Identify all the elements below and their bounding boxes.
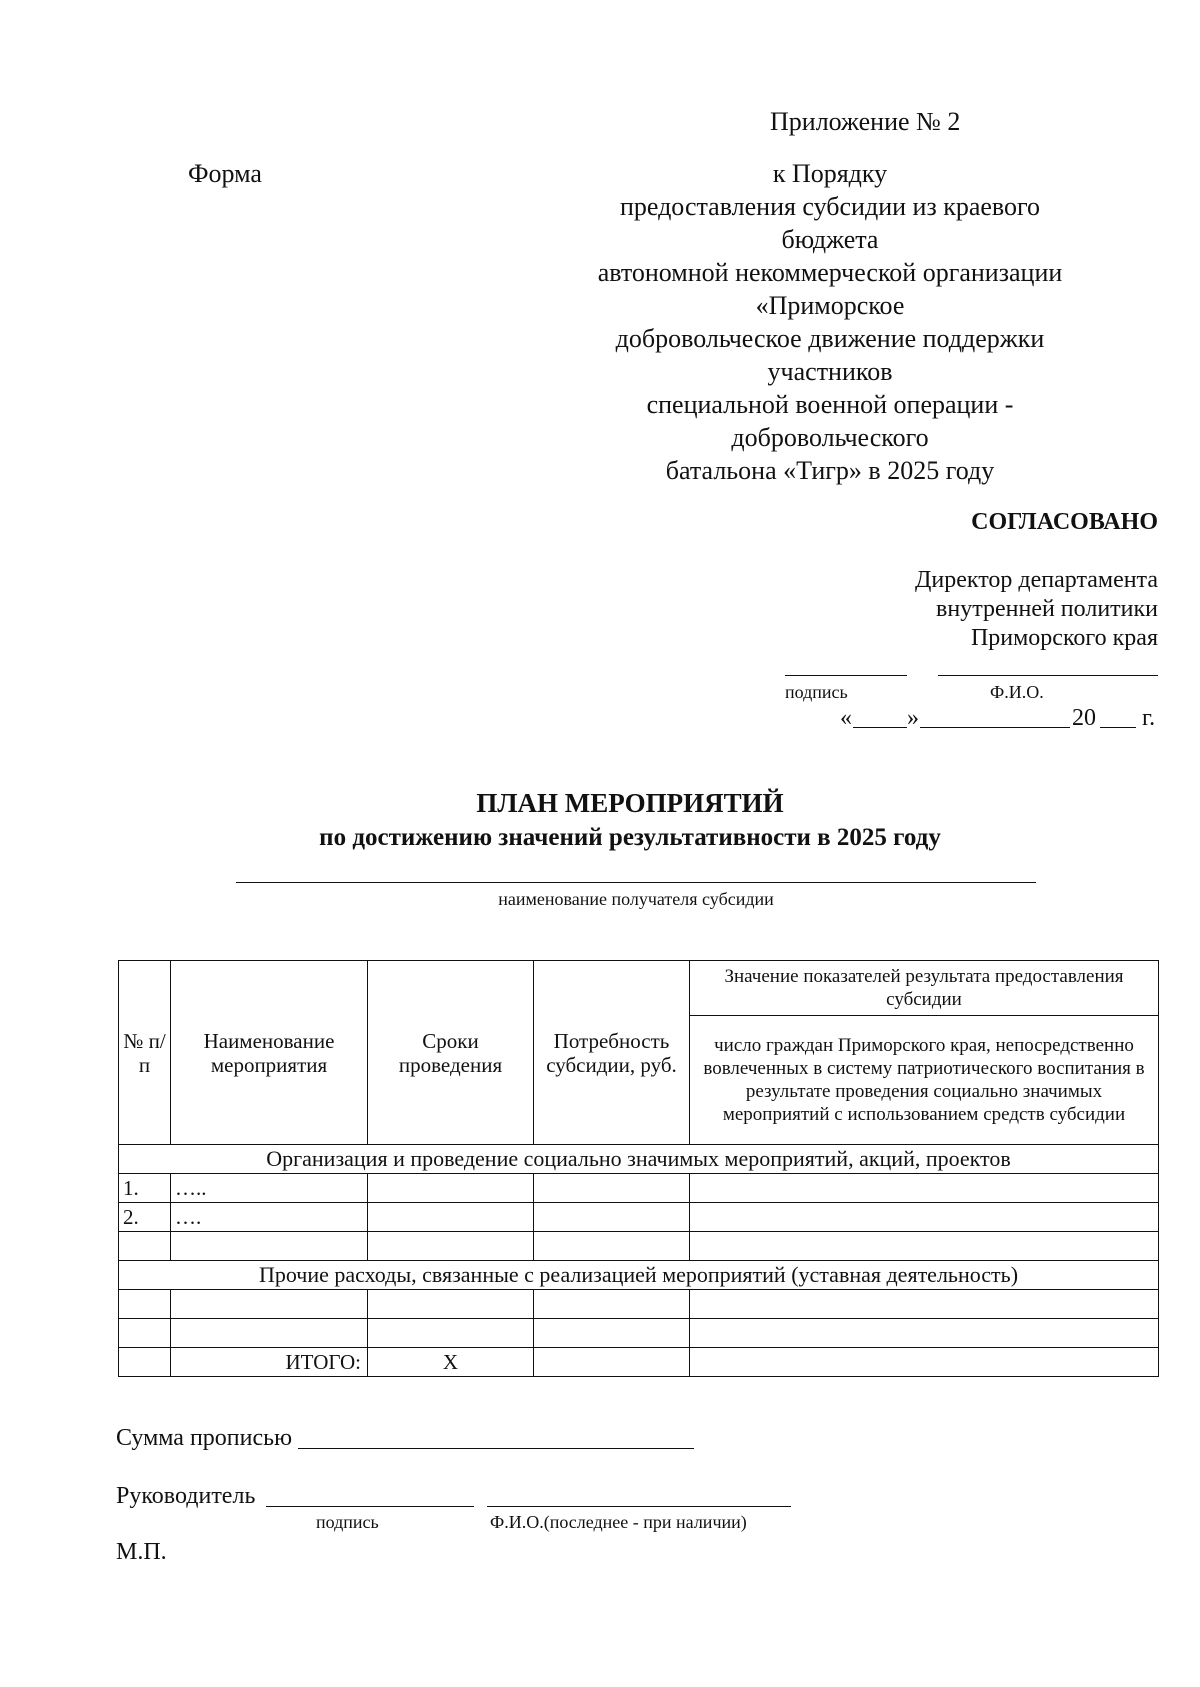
table-row [119,1290,1159,1319]
row-terms [368,1174,534,1203]
row-need [534,1319,690,1348]
row-terms [368,1232,534,1261]
section1-title: Организация и проведение социально значимых мероприятий, акций, проектов [119,1145,1159,1174]
row-name [171,1319,368,1348]
header-indicator: число граждан Приморского края, непосредственно вовлеченных в систему патриотического воспитания в результате проведения социально значимых мероприятий с использованием средств субсидии [690,1016,1159,1145]
total-label: ИТОГО: [171,1348,368,1377]
approval-signature-caption: подпись [785,682,848,702]
header-num: № п/п [119,961,171,1145]
row-terms [368,1290,534,1319]
approval-line: внутренней политики [936,596,1158,622]
appendix-line: добровольческого [731,423,929,452]
header-need: Потребность субсидии, руб. [534,961,690,1145]
sum-label: Сумма прописью [116,1425,293,1451]
row-num [119,1232,171,1261]
date-open-quote: « [840,705,852,731]
row-need [534,1174,690,1203]
date-year-line [1100,727,1136,728]
total-row [119,1348,1159,1377]
header-indicator-group: Значение показателей результата предоставления субсидии [690,961,1159,1016]
approval-line: Приморского края [970,625,1158,651]
row-name: …. [171,1203,368,1232]
appendix-line: бюджета [781,225,879,254]
recipient-line [236,882,1036,883]
row-num [119,1290,171,1319]
row-indicator [690,1203,1159,1232]
appendix-lines [560,157,1100,487]
appendix-line: участников [767,357,893,386]
row-need [534,1290,690,1319]
approval-heading: СОГЛАСОВАНО [971,509,1158,535]
header-name: Наименование мероприятия [171,961,368,1145]
approval-lines [820,566,1158,653]
appendix-line: специальной военной операции - [646,390,1014,419]
form-label: Форма [188,159,262,188]
row-need [534,1203,690,1232]
row-name: ….. [171,1174,368,1203]
appendix-line: предоставления субсидии из краевого [619,192,1041,221]
total-num [119,1348,171,1377]
approval-name-caption: Ф.И.О. [990,682,1044,702]
row-name [171,1290,368,1319]
row-indicator [690,1319,1159,1348]
date-year-suffix: г. [1142,705,1156,731]
date-day-line [853,727,907,728]
head-signature-caption: подпись [316,1512,379,1532]
row-num [119,1319,171,1348]
appendix-line: автономной некоммерческой организации [597,258,1063,287]
row-terms [368,1319,534,1348]
table-row [119,1203,1159,1232]
head-name-caption: Ф.И.О.(последнее - при наличии) [490,1512,747,1532]
appendix-line: к Порядку [772,159,888,188]
recipient-caption: наименование получателя субсидии [498,889,774,909]
section-row [119,1145,1159,1174]
row-name [171,1232,368,1261]
header-row [119,961,1159,1016]
row-num: 2. [119,1203,171,1232]
stamp-label: М.П. [116,1539,167,1565]
head-signature-line [266,1506,474,1507]
approval-signature-line [785,675,907,676]
total-need [534,1348,690,1377]
approval-line: Директор департамента [915,567,1158,593]
plan-title: ПЛАН МЕРОПРИЯТИЙ [476,788,784,818]
table-row [119,1232,1159,1261]
date-month-line [920,727,1070,728]
sum-line [298,1448,694,1449]
total-terms: Х [368,1348,534,1377]
plan-table [118,960,1159,1377]
row-indicator [690,1174,1159,1203]
total-indicator [690,1348,1159,1377]
header-terms: Сроки проведения [368,961,534,1145]
appendix-line: батальона «Тигр» в 2025 году [665,456,995,485]
date-close-quote: » [907,705,919,731]
head-label: Руководитель [116,1483,256,1509]
appendix-line: добровольческое движение поддержки [615,324,1045,353]
row-num: 1. [119,1174,171,1203]
section-row [119,1261,1159,1290]
row-indicator [690,1290,1159,1319]
section2-title: Прочие расходы, связанные с реализацией мероприятий (уставная деятельность) [119,1261,1159,1290]
table-row [119,1319,1159,1348]
row-indicator [690,1232,1159,1261]
plan-subtitle: по достижению значений результативности в 2025 году [319,824,941,851]
appendix-title: Приложение № 2 [770,107,961,136]
table-row [119,1174,1159,1203]
appendix-line: «Приморское [755,291,905,320]
approval-name-line [938,675,1158,676]
row-terms [368,1203,534,1232]
head-name-line [487,1506,791,1507]
row-need [534,1232,690,1261]
date-year-prefix: 20 [1072,705,1096,731]
